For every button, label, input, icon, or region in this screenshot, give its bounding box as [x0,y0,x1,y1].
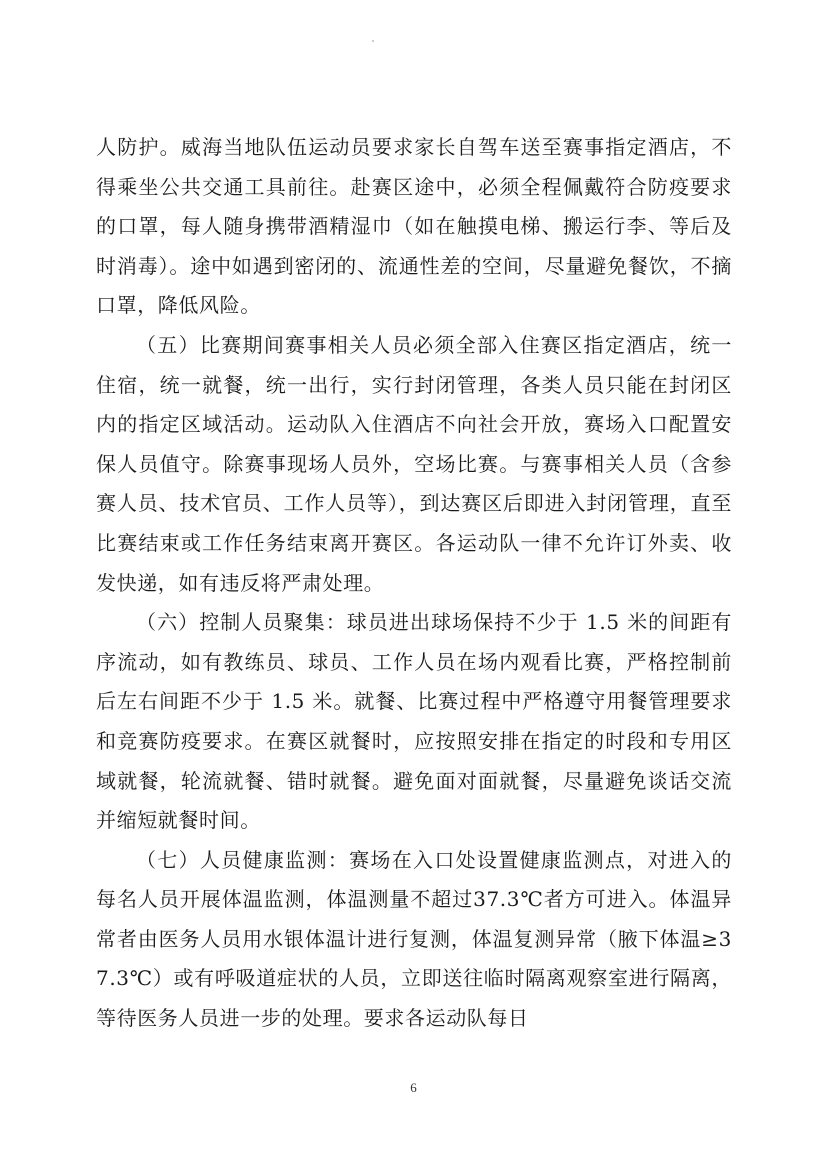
scan-speck [372,40,374,42]
paragraph-section-7: （七）人员健康监测：赛场在入口处设置健康监测点，对进入的每名人员开展体温监测，体温测量不超过37.3℃者方可进入。体温异常者由医务人员用水银体温计进行复测，体温复测异常（腋下体温≥37.3℃）或有呼吸道症状的人员，立即送往临时隔离观察室进行隔离，等待医务人员进一步的处理。要求各运动队每日 [96,847,732,1031]
page-number: 6 [410,1080,417,1095]
paragraph-section-6: （六）控制人员聚集：球员进出球场保持不少于 1.5 米的间距有序流动，如有教练员、球员、工作人员在场内观看比赛，严格控制前后左右间距不少于 1.5 米。就餐、比赛过程中严格遵守用餐管理要求和竞赛防疫要求。在赛区就餐时，应按照安排在指定的时段和专用区域就餐，轮流就餐、错时就餐。避免面对面就餐，尽量避免谈话交流并缩短就餐时间。 [96,610,732,833]
paragraph-section-5: （五）比赛期间赛事相关人员必须全部入住赛区指定酒店，统一住宿，统一就餐，统一出行，实行封闭管理，各类人员只能在封闭区内的指定区域活动。运动队入住酒店不向社会开放，赛场入口配置安保人员值守。除赛事现场人员外，空场比赛。与赛事相关人员（含参赛人员、技术官员、工作人员等），到达赛区后即进入封闭管理，直至比赛结束或工作任务结束离开赛区。各运动队一律不允许订外卖、收发快递，如有违反将严肃处理。 [96,332,732,595]
paragraph-continuation: 人防护。威海当地队伍运动员要求家长自驾车送至赛事指定酒店，不得乘坐公共交通工具前往。赴赛区途中，必须全程佩戴符合防疫要求的口罩，每人随身携带酒精湿巾（如在触摸电梯、搬运行李、等后及时消毒）。途中如遇到密闭的、流通性差的空间，尽量避免餐饮，不摘口罩，降低风险。 [96,135,732,318]
document-body [96,128,732,1039]
